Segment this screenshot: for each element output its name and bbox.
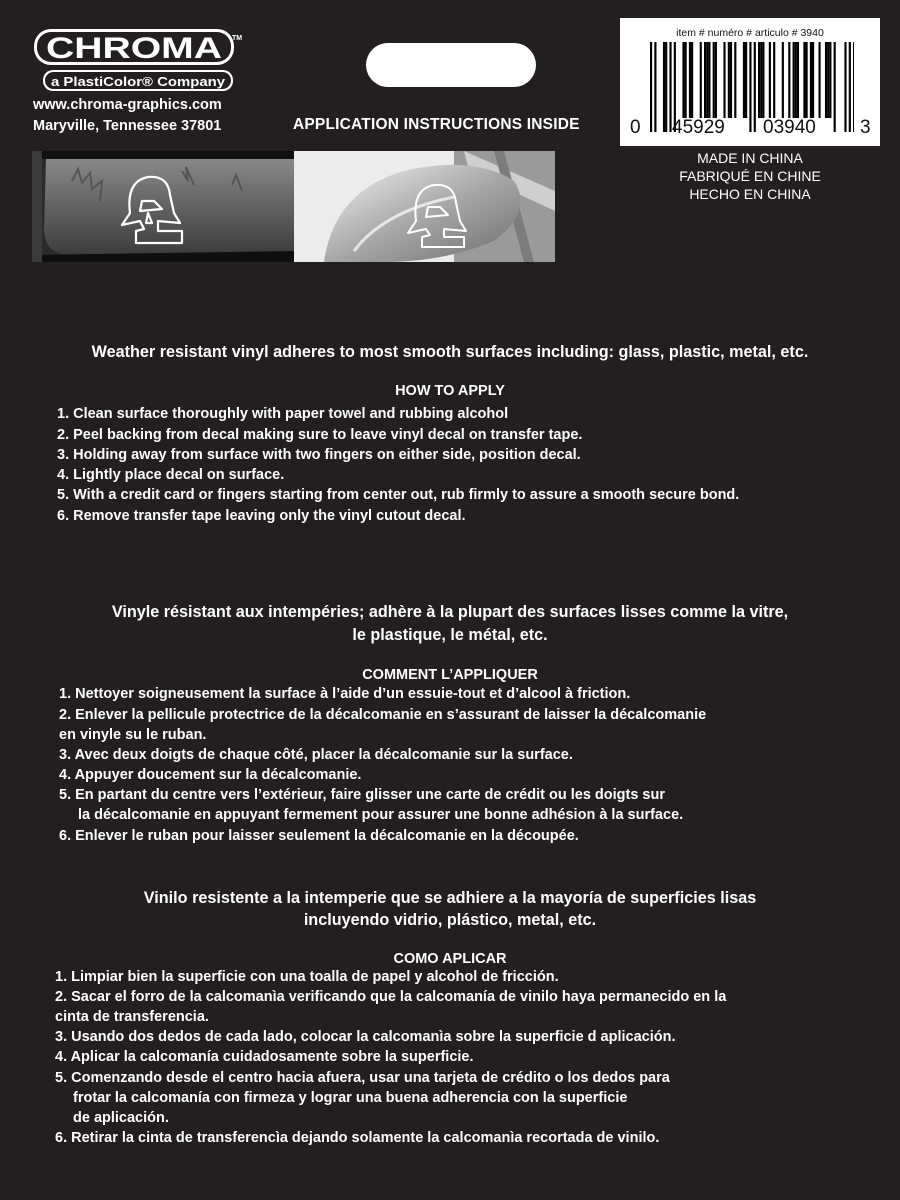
trademark-mark: TM (231, 35, 243, 42)
barcode-bar (665, 42, 667, 132)
spanish-step-continuation: cinta de transferencia. (55, 1009, 209, 1025)
barcode-bar (754, 42, 756, 132)
barcode-bar (728, 42, 730, 118)
english-step: 4. Lightly place decal on surface. (57, 467, 285, 483)
barcode-panel (620, 18, 880, 146)
barcode-bar (788, 42, 790, 118)
logo-tagline: a PlastiColor® Company (51, 74, 226, 89)
barcode-bar (782, 42, 784, 118)
spanish-step-continuation: de aplicación. (73, 1110, 169, 1126)
english-step: 5. With a credit card or fingers starting from center out, rub firmly to assure a smooth secure bond. (57, 487, 740, 503)
item-number-line: item # numéro # articulo # 3940 (676, 27, 824, 39)
barcode-bar (734, 42, 736, 118)
barcode-bar (730, 42, 732, 118)
barcode-bar (749, 42, 751, 132)
french-step-continuation: en vinyle su le ruban. (59, 727, 207, 743)
barcode-bar (758, 42, 760, 118)
french-step: 5. En partant du centre vers l’extérieur, faire glisser une carte de crédit ou les doigts sur (59, 787, 665, 803)
spanish-step: 4. Aplicar la calcomanía cuidadosamente sobre la superficie. (55, 1049, 474, 1065)
motorcycle-tank-photo (294, 151, 555, 262)
barcode-bar (810, 42, 812, 118)
barcode-bar (797, 42, 799, 118)
english-headline: Weather resistant vinyl adheres to most smooth surfaces including: glass, plastic, metal, etc. (91, 343, 809, 361)
logo-wordmark: CHROMA (46, 32, 222, 65)
barcode-bar (825, 42, 827, 118)
hang-tab-hole (366, 43, 536, 87)
barcode-bar (762, 42, 764, 118)
barcode-bar (793, 42, 795, 118)
barcode-group-left: 45929 (672, 117, 725, 138)
spanish-step: 1. Limpiar bien la superficie con una toalla de papel y alcohol de fricción. (55, 969, 559, 985)
barcode-bar (834, 42, 836, 132)
car-window-photo (32, 151, 294, 262)
company-address: Maryville, Tennessee 37801 (33, 118, 222, 134)
english-heading: HOW TO APPLY (395, 383, 505, 399)
spanish-headline-line2: incluyendo vidrio, plástico, metal, etc. (303, 911, 597, 929)
spanish-step-continuation: frotar la calcomanía con firmeza y lograr una buena adherencia con la superficie (73, 1090, 628, 1106)
barcode-group-right: 03940 (763, 117, 816, 138)
barcode-bar (844, 42, 846, 132)
barcode-bar (812, 42, 814, 118)
english-step: 1. Clean surface thoroughly with paper towel and rubbing alcohol (57, 406, 509, 422)
french-step: 6. Enlever le ruban pour laisser seulement la décalcomanie en la découpée. (59, 828, 579, 844)
english-step: 6. Remove transfer tape leaving only the vinyl cutout decal. (57, 508, 466, 524)
barcode-bar (704, 42, 706, 118)
barcode-digit-right: 3 (860, 117, 871, 138)
french-step: 3. Avec deux doigts de chaque côté, placer la décalcomanie sur la surface. (59, 747, 573, 763)
french-headline-line1: Vinyle résistant aux intempéries; adhère à la plupart des surfaces lisses comme la vitre, (111, 603, 789, 621)
made-in-spanish: HECHO EN CHINA (689, 186, 811, 202)
english-step: 3. Holding away from surface with two fingers on either side, position decal. (57, 447, 581, 463)
spanish-step: 6. Retirar la cinta de transferencìa dejando solamente la calcomanìa recortada de vinilo. (55, 1130, 660, 1146)
spanish-headline-line1: Vinilo resistente a la intemperie que se adhiere a la mayoría de superficies lisas (143, 889, 757, 907)
barcode-bar (769, 42, 771, 118)
barcode-bar (700, 42, 702, 118)
website-url: www.chroma-graphics.com (33, 97, 222, 113)
barcode-digit-left: 0 (630, 117, 641, 138)
barcode-bar (682, 42, 684, 118)
french-step: 2. Enlever la pellicule protectrice de la décalcomanie en s’assurant de laisser la décalcomanie (59, 707, 707, 723)
barcode-bar (691, 42, 693, 118)
spanish-step: 2. Sacar el forro de la calcomanìa verificando que la calcomanía de vinilo haya permanecido en la (55, 989, 727, 1005)
barcode-bar (650, 42, 652, 132)
spanish-heading: COMO APLICAR (393, 951, 507, 967)
barcode-bar (827, 42, 829, 118)
french-headline-line2: le plastique, le métal, etc. (352, 626, 548, 644)
barcode-bar (654, 42, 656, 132)
made-in-notice (620, 149, 880, 203)
barcode-bar (803, 42, 805, 118)
spanish-step: 3. Usando dos dedos de cada lado, colocar la calcomanìa sobre la superficie d aplicación. (55, 1029, 676, 1045)
barcode-bar (745, 42, 747, 118)
chroma-logo (33, 28, 245, 94)
barcode-bar (708, 42, 710, 118)
barcode-bar (689, 42, 691, 118)
application-notice: APPLICATION INSTRUCTIONS INSIDE (293, 116, 580, 133)
barcode-bar (818, 42, 820, 118)
barcode-bar (723, 42, 725, 118)
french-step: 1. Nettoyer soigneusement la surface à l’aide d’un essuie-tout et d’alcool à friction. (59, 686, 631, 702)
english-step: 2. Peel backing from decal making sure to leave vinyl decal on transfer tape. (57, 427, 583, 443)
barcode-bar (663, 42, 665, 132)
barcode-bar (760, 42, 762, 118)
barcode-bar (849, 42, 851, 132)
barcode-bar (685, 42, 687, 118)
barcode-bar (713, 42, 715, 118)
french-step: 4. Appuyer doucement sur la décalcomanie. (59, 767, 362, 783)
french-step-continuation: la décalcomanie en appuyant fermement pour assurer une bonne adhésion à la surface. (78, 807, 684, 823)
barcode-bar (773, 42, 775, 118)
barcode-bar (715, 42, 717, 118)
made-in-french: FABRIQUÉ EN CHINE (679, 168, 821, 184)
barcode-bar (743, 42, 745, 118)
french-heading: COMMENT L’APPLIQUER (362, 667, 538, 683)
made-in-english: MADE IN CHINA (697, 150, 803, 166)
barcode-bar (829, 42, 831, 118)
barcode-bar (853, 42, 854, 132)
barcode-bar (795, 42, 797, 118)
spanish-step: 5. Comenzando desde el centro hacia afuera, usar una tarjeta de crédito o los dedos para (55, 1070, 670, 1086)
barcode-bar (706, 42, 708, 118)
barcode-bar (806, 42, 808, 118)
